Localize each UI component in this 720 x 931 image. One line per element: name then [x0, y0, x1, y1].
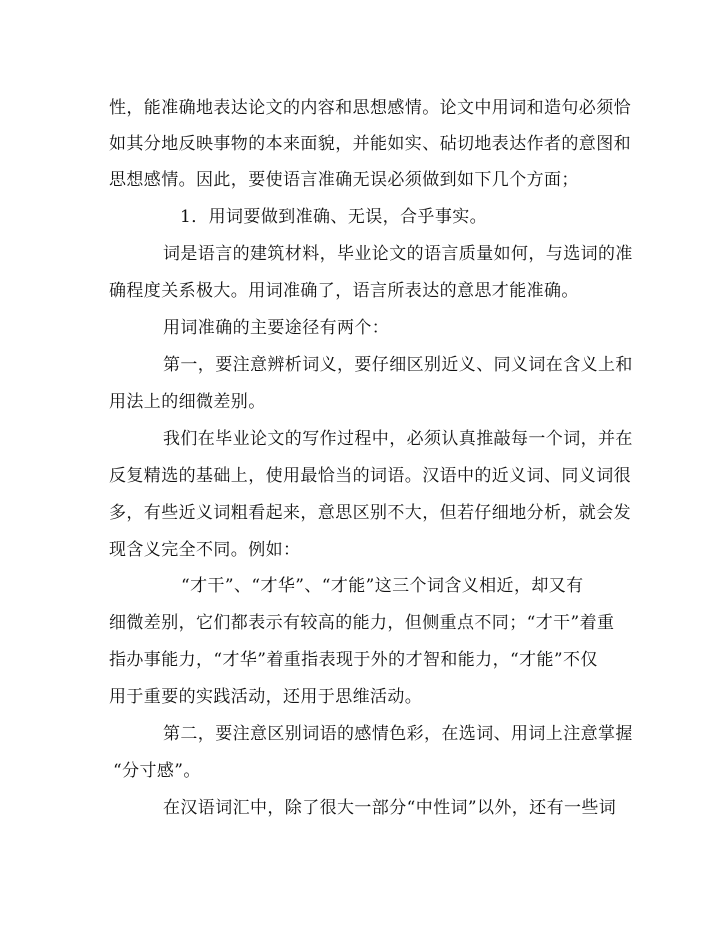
text-line: 指办事能力，“才华”着重指表现于外的才智和能力，“才能”不仅	[109, 650, 598, 670]
text-line: 用于重要的实践活动，还用于思维活动。	[109, 687, 423, 707]
text-line: 多，有些近义词粗看起来，意思区别不大，但若仔细地分析，就会发	[109, 503, 631, 523]
text-line: 反复精选的基础上，使用最恰当的词语。汉语中的近义词、同义词很	[109, 466, 631, 486]
text-line: 用词准确的主要途径有两个：	[163, 318, 390, 338]
section-heading: 1．用词要做到准确、无误，合乎事实。	[180, 207, 488, 227]
text-line: 现含义完全不同。例如：	[109, 540, 301, 560]
text-line: 性，能准确地表达论文的内容和思想感情。论文中用词和造句必须恰	[109, 98, 631, 118]
text-line: “分寸感”。	[113, 761, 201, 781]
text-line: “才干”、“才华”、“才能”这三个词含义相近，却又有	[181, 576, 584, 596]
text-line: 我们在毕业论文的写作过程中，必须认真推敲每一个词，并在	[163, 429, 633, 449]
text-line: 如其分地反映事物的本来面貌，并能如实、砧切地表达作者的意图和	[109, 134, 631, 154]
text-line: 在汉语词汇中，除了很大一部分“中性词”以外，还有一些词	[163, 798, 617, 818]
text-line: 第二，要注意区别词语的感情色彩，在选词、用词上注意掌握	[163, 724, 633, 744]
text-line: 细微差别，它们都表示有较高的能力，但侧重点不同；“才干”着重	[109, 613, 615, 633]
text-line: 思想感情。因此，要使语言准确无误必须做到如下几个方面；	[109, 170, 579, 190]
text-line: 词是语言的建筑材料，毕业论文的语言质量如何，与选词的准	[163, 244, 633, 264]
text-line: 第一，要注意辨析词义，要仔细区别近义、同义词在含义上和	[163, 355, 633, 375]
text-line: 确程度关系极大。用词准确了，语言所表达的意思才能准确。	[109, 281, 579, 301]
text-line: 用法上的细微差别。	[109, 392, 266, 412]
